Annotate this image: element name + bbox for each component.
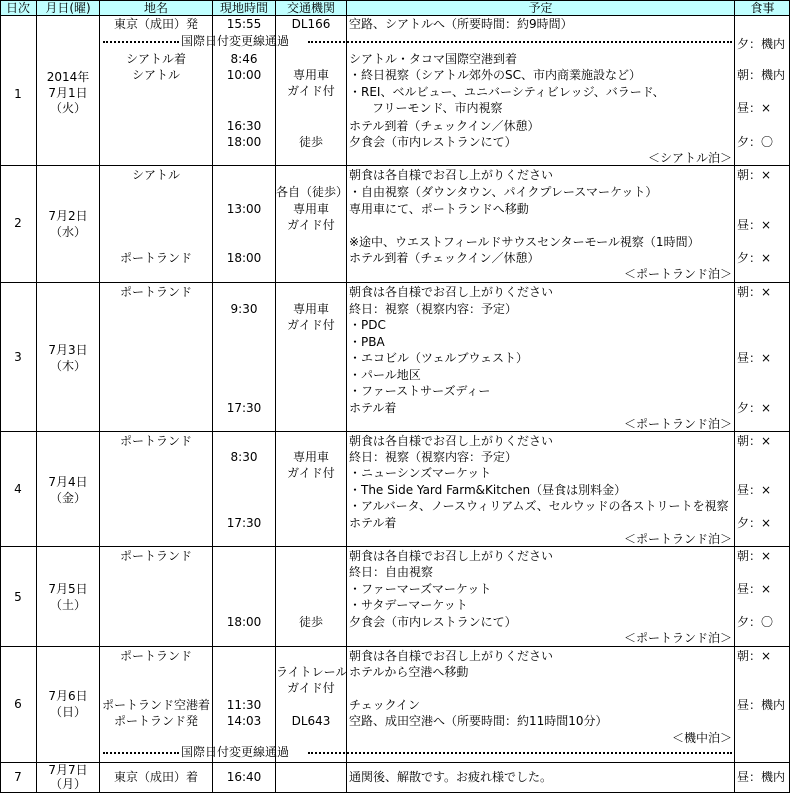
day-weekday: （木） [49, 359, 86, 373]
grid-line [0, 282, 790, 283]
plan-line: 夕食会（市内レストランにて） [349, 615, 517, 629]
plan-line: 朝食は各自様でお召し上がりください [349, 549, 554, 563]
plan-line: 終日：視察（視察内容：予定） [349, 302, 518, 316]
time-cell: 18:00 [226, 251, 262, 265]
time-cell: 16:30 [226, 119, 262, 133]
place-cell: シアトル [131, 68, 180, 82]
place-cell: シアトル [131, 168, 180, 182]
plan-line: ・自由視察（ダウンタウン、パイクプレースマーケット） [349, 185, 658, 199]
meal-cell: 夕：× [737, 401, 772, 415]
transport-cell: 専用車 [292, 68, 329, 82]
time-cell: 15:55 [226, 17, 262, 31]
meal-cell: 朝：機内 [737, 68, 786, 82]
transport-cell: ガイド付 [287, 218, 335, 232]
stay-note: ＜シアトル泊＞ [647, 151, 732, 165]
dateline-dots [103, 752, 179, 754]
transport-cell: 専用車 [292, 302, 329, 316]
place-cell: シアトル着 [125, 52, 186, 66]
plan-line: ・REI、ベルビュー、ユニバーシティビレッジ、バラード、 [349, 85, 665, 99]
time-cell: 18:00 [226, 615, 262, 629]
plan-line: ・The Side Yard Farm&Kitchen（昼食は別料金） [349, 483, 627, 497]
transport-cell: 専用車 [292, 450, 329, 464]
transport-cell: DL166 [291, 17, 331, 31]
day-number: 4 [14, 482, 22, 496]
time-cell: 18:00 [226, 135, 262, 149]
meal-cell: 昼：機内 [737, 770, 786, 784]
day-date: 7月3日 [48, 343, 88, 357]
grid-line [0, 165, 790, 166]
header-local-time: 現地時間 [219, 1, 268, 15]
plan-line: 朝食は各自様でお召し上がりください [349, 168, 554, 182]
transport-cell: 徒歩 [298, 615, 323, 629]
plan-line: 専用車にて、ポートランドへ移動 [349, 202, 529, 216]
day-date: 7月1日 [48, 86, 88, 100]
day-weekday: （水） [49, 225, 86, 239]
time-cell: 17:30 [226, 401, 262, 415]
meal-cell: 夕：× [737, 516, 772, 530]
dateline-dots [308, 41, 732, 43]
place-cell: ポートランド [119, 434, 192, 448]
place-cell: ポートランド [119, 285, 192, 299]
place-cell: ポートランド [119, 549, 192, 563]
plan-line: ・パール地区 [349, 368, 421, 382]
day-number: 2 [14, 216, 22, 230]
dateline-dots [103, 41, 179, 43]
dateline-dots [308, 752, 732, 754]
grid-line [99, 0, 100, 793]
plan-line: 終日：視察（視察内容：予定） [349, 450, 518, 464]
dateline-note: 国際日付変更線通過 [181, 745, 290, 759]
plan-line: ・エコビル（ツェルブウェスト） [349, 351, 529, 365]
place-cell: ポートランド [119, 649, 192, 663]
plan-line: 朝食は各自様でお召し上がりください [349, 649, 554, 663]
plan-line: 空路、シアトルへ（所要時間：約9時間） [349, 17, 573, 31]
time-cell: 14:03 [226, 714, 262, 728]
plan-line: ・ファーマーズマーケット [349, 582, 492, 596]
day-date: 7月2日 [48, 209, 88, 223]
transport-cell: ガイド付 [287, 84, 335, 98]
meal-cell: 昼：× [737, 351, 772, 365]
day-date: 7月4日 [48, 475, 88, 489]
stay-note: ＜ポートランド泊＞ [623, 267, 732, 281]
meal-cell: 昼：× [737, 101, 772, 115]
day-date: 2014年 [46, 70, 90, 84]
plan-line: ・ファーストサーズディー [349, 384, 491, 398]
header-transport: 交通機関 [286, 1, 335, 15]
time-cell: 10:00 [226, 68, 262, 82]
plan-line: ホテルから空港へ移動 [349, 665, 469, 679]
grid-line [0, 646, 790, 647]
time-cell: 9:30 [230, 302, 258, 316]
transport-cell: ガイド付 [287, 466, 335, 480]
plan-line: 夕食会（市内レストランにて） [349, 135, 517, 149]
meal-cell: 朝：× [737, 649, 772, 663]
day-weekday: （土） [49, 598, 86, 612]
transport-cell: 専用車 [292, 202, 329, 216]
time-cell: 8:46 [230, 52, 258, 66]
meal-cell: 昼：× [737, 218, 772, 232]
time-cell: 11:30 [226, 698, 262, 712]
plan-line: 終日：自由視察 [349, 565, 434, 579]
plan-line: ホテル着 [349, 516, 397, 530]
plan-line: 朝食は各自様でお召し上がりください [349, 285, 554, 299]
place-cell: 東京（成田）着 [113, 770, 198, 784]
transport-cell: ガイド付 [287, 681, 335, 695]
plan-line: ※途中、ウエストフィールドサウスセンターモール視察（1時間） [349, 235, 700, 249]
plan-line: チェックイン [349, 698, 421, 712]
header-date: 月日(曜) [45, 1, 91, 15]
day-weekday: （月） [49, 777, 86, 791]
meal-cell: 夕：機内 [737, 37, 786, 51]
meal-cell: 朝：× [737, 549, 772, 563]
time-cell: 17:30 [226, 516, 262, 530]
meal-cell: 夕：〇 [737, 135, 774, 149]
plan-line: 朝食は各自様でお召し上がりください [349, 434, 554, 448]
grid-line [0, 762, 790, 763]
plan-line: ・PBA [349, 335, 385, 349]
stay-note: ＜機中泊＞ [671, 731, 732, 745]
time-cell: 16:40 [226, 770, 262, 784]
dateline-note: 国際日付変更線通過 [181, 34, 290, 48]
grid-line [0, 0, 1, 793]
grid-line [0, 15, 790, 16]
transport-cell: ガイド付 [287, 318, 335, 332]
stay-note: ＜ポートランド泊＞ [623, 417, 732, 431]
day-weekday: （日） [49, 705, 86, 719]
day-number: 3 [14, 350, 22, 364]
transport-cell: 徒歩 [298, 135, 323, 149]
day-number: 6 [14, 697, 22, 711]
day-date: 7月5日 [48, 582, 88, 596]
plan-line: シアトル・タコマ国際空港到着 [349, 52, 518, 66]
meal-cell: 昼：機内 [737, 698, 786, 712]
plan-line: ホテル到着（チェックイン／休憩） [349, 119, 540, 133]
meal-cell: 昼：× [737, 483, 772, 497]
grid-line [734, 0, 735, 793]
place-cell: ポートランド発 [113, 714, 198, 728]
grid-line [0, 546, 790, 547]
transport-cell: DL643 [291, 714, 331, 728]
plan-line: ・サタデーマーケット [349, 598, 468, 612]
plan-line: 通関後、解散です。お疲れ様でした。 [349, 770, 553, 784]
plan-line: ・終日視察（シアトル郊外のSC、市内商業施設など） [349, 68, 641, 82]
meal-cell: 昼：× [737, 582, 772, 596]
plan-line: ホテル着 [349, 401, 397, 415]
plan-line: ホテル到着（チェックイン／休憩） [349, 251, 540, 265]
plan-line: 空路、成田空港へ（所要時間：約11時間10分） [349, 714, 608, 728]
grid-line [0, 431, 790, 432]
stay-note: ＜ポートランド泊＞ [623, 631, 732, 645]
header-meals: 食事 [750, 1, 775, 15]
meal-cell: 朝：× [737, 285, 772, 299]
time-cell: 8:30 [230, 450, 258, 464]
header-day-no: 日次 [5, 1, 30, 15]
day-date: 7月6日 [48, 689, 88, 703]
transport-cell: ライトレール [276, 665, 348, 679]
meal-cell: 夕：× [737, 251, 772, 265]
header-place: 地名 [143, 1, 168, 15]
plan-line: ・ニューシンズマーケット [349, 466, 492, 480]
place-cell: 東京（成田）発 [113, 17, 198, 31]
day-date: 7月7日 [48, 763, 88, 777]
header-plan: 予定 [528, 1, 553, 15]
day-number: 1 [14, 87, 22, 101]
plan-line: ・PDC [349, 318, 386, 332]
meal-cell: 朝：× [737, 168, 772, 182]
plan-line: フリーモンド、市内視察 [372, 101, 503, 115]
grid-line [36, 0, 37, 793]
meal-cell: 朝：× [737, 434, 772, 448]
day-weekday: （火） [49, 101, 86, 115]
plan-line: ・アルバータ、ノースウィリアムズ、セルウッドの各ストリートを視察 [349, 499, 729, 513]
day-weekday: （金） [49, 491, 86, 505]
time-cell: 13:00 [226, 202, 262, 216]
day-number: 7 [14, 770, 22, 784]
place-cell: ポートランド [119, 251, 192, 265]
meal-cell: 夕：〇 [737, 615, 774, 629]
transport-cell: 各自（徒歩） [276, 185, 349, 199]
grid-line [0, 0, 790, 1]
place-cell: ポートランド空港着 [101, 698, 210, 712]
stay-note: ＜ポートランド泊＞ [623, 532, 732, 546]
day-number: 5 [14, 590, 22, 604]
